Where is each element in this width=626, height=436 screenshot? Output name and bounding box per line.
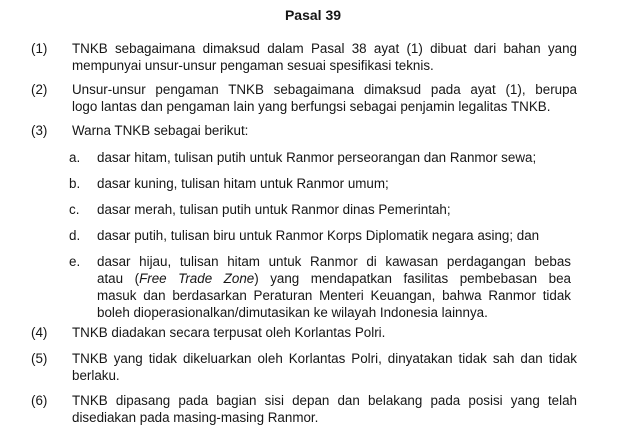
subitem-c-letter: c. [69,202,80,217]
paragraph-6-number: (6) [31,393,48,408]
paragraph-3-text [72,122,577,139]
paragraph-6-text [72,392,577,426]
subitem-b-line-1: dasar kuning, tulisan hitam untuk Ranmor umum; [97,176,389,191]
subitem-a-text [97,149,571,166]
subitem-e-line-2-end: ) yang mendapatkan fasilitas pembebasan bea [254,271,572,286]
subitem-c-line-1: dasar merah, tulisan putih untuk Ranmor dinas Pemerintah; [97,202,451,217]
paragraph-6-line-1: TNKB dipasang pada bagian sisi depan dan belakang pada posisi yang telah [72,393,577,408]
subitem-e-line-1: dasar hijau, tulisan hitam untuk Ranmor di kawasan perdagangan bebas [97,254,571,269]
subitem-e-line-2 [97,270,571,287]
paragraph-5-line-1: TNKB yang tidak dikeluarkan oleh Korlantas Polri, dinyatakan tidak sah dan tidak [72,351,577,366]
paragraph-5-text [72,350,577,384]
paragraph-1-number: (1) [31,41,48,56]
subitem-b-text [97,175,571,192]
subitem-a-line-1: dasar hitam, tulisan putih untuk Ranmor perseorangan dan Ranmor sewa; [97,150,537,165]
paragraph-5-line-2: berlaku. [72,368,120,383]
article-title: Pasal 39 [284,7,342,23]
paragraph-3-line-1: Warna TNKB sebagai berikut: [72,123,249,138]
paragraph-1-line-2: mempunyai unsur-unsur pengaman sesuai spesifikasi teknis. [72,58,434,73]
paragraph-4-text [72,324,577,341]
subitem-e-line-4: boleh dioperasionalkan/dimutasikan ke wilayah Indonesia lainnya. [97,305,488,320]
subitem-d-letter: d. [69,228,81,243]
paragraph-2-text [72,81,577,115]
subitem-e-text [97,253,571,321]
paragraph-2-line-1: Unsur-unsur pengaman TNKB sebagaimana dimaksud pada ayat (1), berupa [72,82,577,97]
paragraph-1-line-1: TNKB sebagaimana dimaksud dalam Pasal 38 ayat (1) dibuat dari bahan yang [72,41,577,56]
subitem-e-letter: e. [69,254,81,269]
subitem-e-line-2-start: atau ( [97,271,140,286]
paragraph-4-line-1: TNKB diadakan secara terpusat oleh Korlantas Polri. [72,325,386,340]
subitem-c-text [97,201,571,218]
paragraph-5-number: (5) [31,351,48,366]
subitem-e-line-3: masuk dan berdasarkan Peraturan Menteri Keuangan, bahwa Ranmor tidak [97,288,571,303]
paragraph-4-number: (4) [31,325,48,340]
paragraph-1-text [72,40,577,74]
paragraph-3-number: (3) [31,123,48,138]
free-trade-zone-term: Free Trade Zone [139,271,255,286]
subitem-d-line-1: dasar putih, tulisan biru untuk Ranmor Korps Diplomatik negara asing; dan [97,228,540,243]
subitem-a-letter: a. [69,150,81,165]
subitem-d-text [97,227,571,244]
subitem-b-letter: b. [69,176,81,191]
paragraph-2-line-2: logo lantas dan pengaman lain yang berfungsi sebagai penjamin legalitas TNKB. [72,99,551,114]
paragraph-6-line-2: disediakan pada masing-masing Ranmor. [72,410,319,425]
paragraph-2-number: (2) [31,82,48,97]
